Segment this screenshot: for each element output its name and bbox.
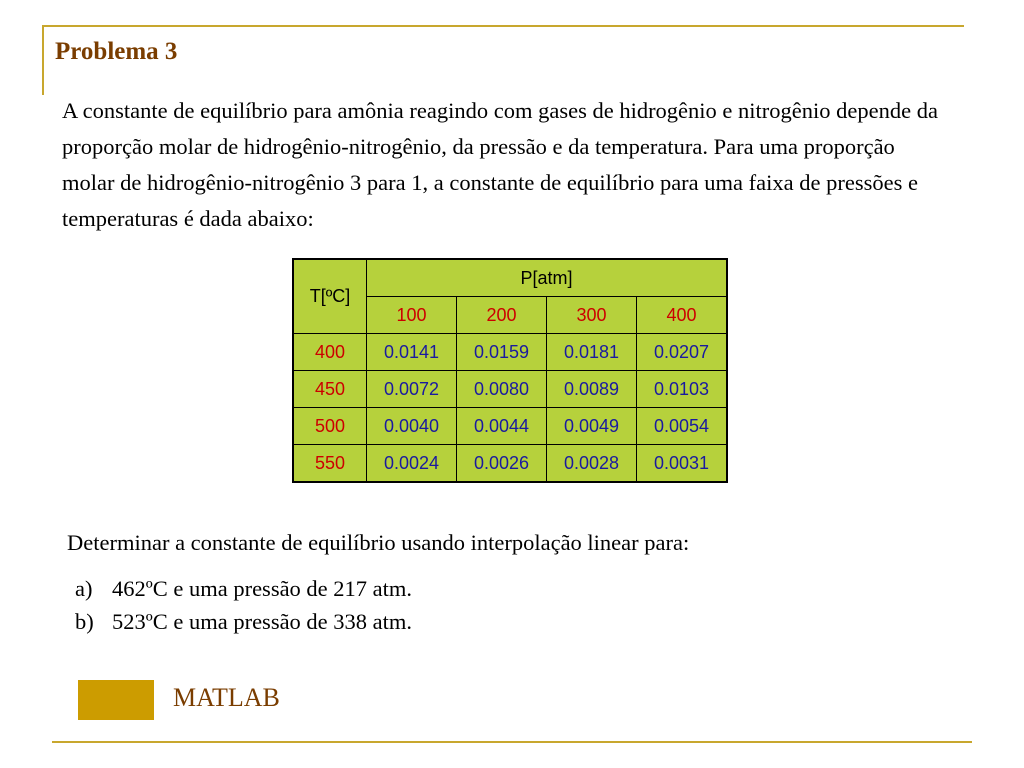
list-item bbox=[75, 572, 412, 605]
pressure-value: 300 bbox=[547, 297, 637, 334]
item-marker: b) bbox=[75, 609, 94, 634]
matlab-label: MATLAB bbox=[173, 683, 280, 712]
temperature-value: 500 bbox=[293, 408, 367, 445]
constant-value: 0.0031 bbox=[637, 445, 728, 483]
constant-value: 0.0141 bbox=[367, 334, 457, 371]
constant-value: 0.0089 bbox=[547, 371, 637, 408]
constant-value: 0.0049 bbox=[547, 408, 637, 445]
constant-value: 0.0159 bbox=[457, 334, 547, 371]
constant-value: 0.0072 bbox=[367, 371, 457, 408]
constant-value: 0.0026 bbox=[457, 445, 547, 483]
pressure-value: 400 bbox=[637, 297, 728, 334]
pressure-value: 200 bbox=[457, 297, 547, 334]
constant-value: 0.0207 bbox=[637, 334, 728, 371]
constant-value: 0.0054 bbox=[637, 408, 728, 445]
table-row bbox=[293, 408, 727, 445]
frame-top-line bbox=[44, 25, 964, 27]
pressure-header: P[atm] bbox=[367, 259, 728, 297]
temperature-value: 550 bbox=[293, 445, 367, 483]
constant-value: 0.0024 bbox=[367, 445, 457, 483]
temperature-value: 450 bbox=[293, 371, 367, 408]
constant-value: 0.0028 bbox=[547, 445, 637, 483]
pressure-value: 100 bbox=[367, 297, 457, 334]
slide-title: Problema 3 bbox=[55, 38, 178, 65]
constant-value: 0.0181 bbox=[547, 334, 637, 371]
frame-left-line bbox=[42, 25, 44, 95]
task-statement: Determinar a constante de equilíbrio usando interpolação linear para: bbox=[67, 530, 690, 555]
constant-value: 0.0040 bbox=[367, 408, 457, 445]
constant-value: 0.0080 bbox=[457, 371, 547, 408]
matlab-marker-box bbox=[78, 680, 154, 720]
question-list bbox=[75, 572, 412, 638]
table-row bbox=[293, 334, 727, 371]
table-row bbox=[293, 371, 727, 408]
constant-value: 0.0044 bbox=[457, 408, 547, 445]
equilibrium-table bbox=[292, 258, 728, 483]
temperature-header: T[ºC] bbox=[293, 259, 367, 334]
list-item bbox=[75, 605, 412, 638]
item-text: 462ºC e uma pressão de 217 atm. bbox=[112, 576, 413, 601]
problem-statement: A constante de equilíbrio para amônia reagindo com gases de hidrogênio e nitrogênio depende da proporção molar de hidrogênio-nitrogênio, da pressão e da temperatura. Para uma proporção molar de hidrogênio-nitrogênio 3 para 1, a constante de equilíbrio para uma faixa de pressões e temperaturas é dada abaixo: bbox=[62, 98, 938, 231]
temperature-value: 400 bbox=[293, 334, 367, 371]
frame-bottom-line bbox=[52, 741, 972, 743]
table-row bbox=[293, 445, 727, 483]
item-text: 523ºC e uma pressão de 338 atm. bbox=[112, 609, 413, 634]
constant-value: 0.0103 bbox=[637, 371, 728, 408]
item-marker: a) bbox=[75, 576, 93, 601]
